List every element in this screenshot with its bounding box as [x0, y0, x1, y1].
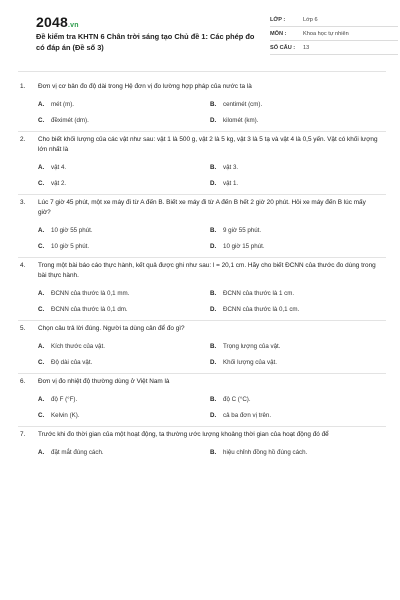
option-a[interactable] — [38, 227, 210, 234]
option-d[interactable] — [210, 359, 386, 366]
question-number: 5. — [20, 325, 26, 332]
option-text: vật 1. — [223, 180, 239, 187]
option-text: 9 giờ 55 phút. — [223, 227, 262, 234]
option-b[interactable] — [210, 164, 386, 171]
option-text: hiệu chỉnh đồng hồ đúng cách. — [223, 449, 308, 456]
logo-text: 2048 — [36, 14, 68, 30]
question-number: 1. — [20, 83, 26, 90]
option-text: centimét (cm). — [223, 101, 263, 108]
question-2 — [18, 132, 386, 195]
option-text: đặt mắt đúng cách. — [51, 449, 104, 456]
question-4 — [18, 258, 386, 321]
option-letter: B. — [210, 396, 217, 403]
option-letter: B. — [210, 101, 217, 108]
option-text: độ C (°C). — [223, 396, 251, 403]
option-letter: B. — [210, 227, 217, 234]
question-5 — [18, 321, 386, 374]
option-text: độ F (°F). — [51, 396, 78, 403]
question-text: Đơn vị cơ bản đo độ dài trong Hệ đơn vị đo lường hợp pháp của nước ta là — [38, 83, 252, 90]
option-c[interactable] — [38, 306, 210, 313]
option-letter: C. — [38, 359, 45, 366]
options — [18, 343, 386, 366]
option-text: mét (m). — [51, 101, 75, 108]
logo-suffix: .vn — [67, 22, 79, 29]
question-text: Chọn câu trả lời đúng. Người ta dùng cân để đo gì? — [38, 325, 185, 332]
question-text: Lúc 7 giờ 45 phút, một xe máy đi từ A đến B. Biết xe máy đi từ A đến B hết 2 giờ 20 phút. Hỏi xe máy đến B lúc mấy giờ? — [38, 199, 366, 216]
option-a[interactable] — [38, 396, 210, 403]
option-text: kilomét (km). — [223, 117, 259, 124]
option-text: ĐCNN của thước là 0,1 cm. — [223, 306, 300, 313]
site-logo[interactable] — [36, 14, 79, 30]
option-text: ĐCNN của thước là 0,1 mm. — [51, 290, 130, 297]
header — [18, 0, 386, 60]
option-text: ĐCNN của thước là 0,1 dm. — [51, 306, 128, 313]
option-letter: A. — [38, 396, 45, 403]
option-letter: C. — [38, 412, 45, 419]
option-a[interactable] — [38, 449, 210, 456]
option-text: vật 4. — [51, 164, 67, 171]
option-b[interactable] — [210, 290, 386, 297]
option-b[interactable] — [210, 227, 386, 234]
question-text: Trước khi đo thời gian của một hoạt động, ta thường ước lượng khoảng thời gian của hoạt động đó để — [38, 431, 329, 438]
question-7 — [18, 427, 386, 463]
option-letter: C. — [38, 306, 45, 313]
option-c[interactable] — [38, 243, 210, 250]
options — [18, 290, 386, 313]
option-text: đềximét (dm). — [51, 117, 89, 124]
option-text: Khối lượng của vật. — [223, 359, 277, 366]
question-text: Đơn vị đo nhiệt độ thường dùng ở Việt Nam là — [38, 378, 170, 385]
option-text: Kelvin (K). — [51, 412, 80, 419]
option-letter: D. — [210, 412, 217, 419]
options — [18, 449, 386, 456]
option-letter: B. — [210, 164, 217, 171]
option-c[interactable] — [38, 359, 210, 366]
option-letter: D. — [210, 243, 217, 250]
option-text: 10 giờ 5 phút. — [51, 243, 90, 250]
option-letter: A. — [38, 449, 45, 456]
option-b[interactable] — [210, 101, 386, 108]
option-letter: D. — [210, 306, 217, 313]
option-text: vật 2. — [51, 180, 67, 187]
meta-label: MÔN : — [270, 30, 287, 37]
question-number: 7. — [20, 431, 26, 438]
option-text: 10 giờ 55 phút. — [51, 227, 93, 234]
option-letter: A. — [38, 227, 45, 234]
option-d[interactable] — [210, 306, 386, 313]
option-text: vật 3. — [223, 164, 239, 171]
option-letter: A. — [38, 290, 45, 297]
question-text: Trong một bài báo cáo thực hành, kết quả được ghi như sau: l = 20,1 cm. Hãy cho biết ĐCNN của thước đo dùng trong bài thực hành. — [38, 262, 376, 279]
question-number: 4. — [20, 262, 26, 269]
meta-value: Lớp 6 — [303, 16, 318, 23]
option-text: 10 giờ 15 phút. — [223, 243, 265, 250]
option-letter: B. — [210, 449, 217, 456]
question-text: Cho biết khối lượng của các vật như sau: vật 1 là 500 g, vật 2 là 5 kg, vật 3 là 5 tạ và vật 4 là 0,5 yến. Vật có khối lượng lớn nhất là — [38, 136, 378, 153]
option-letter: C. — [38, 243, 45, 250]
options — [18, 164, 386, 187]
meta-row-class — [270, 13, 398, 27]
option-letter: A. — [38, 164, 45, 171]
option-text: ĐCNN của thước là 1 cm. — [223, 290, 295, 297]
option-text: Trọng lượng của vật. — [223, 343, 281, 350]
option-text: Kích thước của vật. — [51, 343, 105, 350]
option-letter: C. — [38, 180, 45, 187]
option-a[interactable] — [38, 290, 210, 297]
meta-row-count — [270, 41, 398, 55]
option-letter: D. — [210, 180, 217, 187]
meta-row-subject — [270, 27, 398, 41]
question-number: 3. — [20, 199, 26, 206]
meta-value: Khoa học tự nhiên — [303, 30, 349, 37]
meta-label: LỚP : — [270, 16, 286, 23]
option-letter: B. — [210, 290, 217, 297]
header-divider — [18, 71, 386, 72]
option-a[interactable] — [38, 343, 210, 350]
option-letter: A. — [38, 343, 45, 350]
option-letter: C. — [38, 117, 45, 124]
option-text: cả ba đơn vị trên. — [223, 412, 272, 419]
option-letter: B. — [210, 343, 217, 350]
option-c[interactable] — [38, 412, 210, 419]
question-1 — [18, 79, 386, 132]
question-number: 6. — [20, 378, 26, 385]
option-a[interactable] — [38, 164, 210, 171]
question-3 — [18, 195, 386, 258]
option-b[interactable] — [210, 396, 386, 403]
options — [18, 101, 386, 124]
meta-label: SỐ CÂU : — [270, 44, 296, 51]
options — [18, 396, 386, 419]
exam-meta — [270, 13, 398, 55]
option-d[interactable] — [210, 412, 386, 419]
option-letter: A. — [38, 101, 45, 108]
option-d[interactable] — [210, 180, 386, 187]
exam-title: Đề kiểm tra KHTN 6 Chân trời sáng tạo Chủ đề 1: Các phép đo có đáp án (Đề số 3) — [36, 32, 255, 52]
options — [18, 227, 386, 250]
question-list — [18, 79, 386, 463]
meta-value: 13 — [303, 44, 310, 51]
question-6 — [18, 374, 386, 427]
option-c[interactable] — [38, 117, 210, 124]
option-a[interactable] — [38, 101, 210, 108]
option-letter: D. — [210, 359, 217, 366]
question-number: 2. — [20, 136, 26, 143]
option-c[interactable] — [38, 180, 210, 187]
option-d[interactable] — [210, 243, 386, 250]
option-b[interactable] — [210, 343, 386, 350]
option-b[interactable] — [210, 449, 386, 456]
option-d[interactable] — [210, 117, 386, 124]
option-text: Độ dài của vật. — [51, 359, 93, 366]
option-letter: D. — [210, 117, 217, 124]
